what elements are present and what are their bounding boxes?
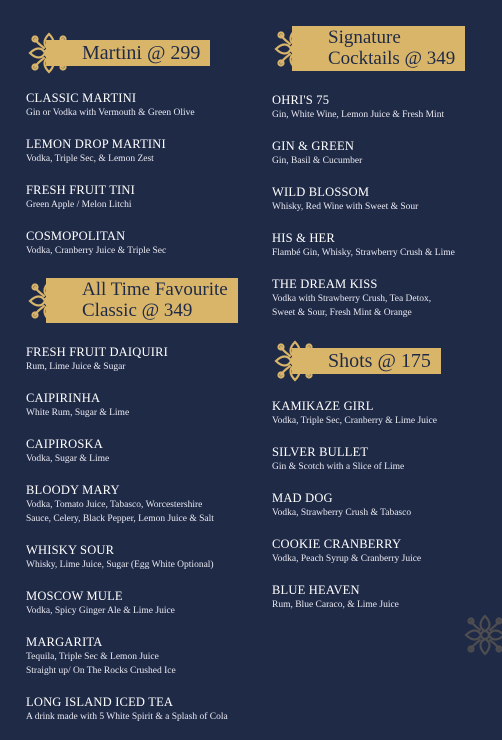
menu-item <box>26 694 258 724</box>
signature-list <box>272 92 502 320</box>
menu-item-name: MOSCOW MULE <box>26 589 123 603</box>
menu-item-name: MARGARITA <box>26 635 103 649</box>
menu-item-name: OHRI'S 75 <box>272 93 330 107</box>
menu-item-description: Sauce, Celery, Black Pepper, Lemon Juice & Salt <box>26 514 214 524</box>
menu-item-description: Vodka, Cranberry Juice & Triple Sec <box>26 246 167 256</box>
shots-list <box>272 398 502 612</box>
menu-item-description: Straight up/ On The Rocks Crushed Ice <box>26 666 176 676</box>
menu-item-name: BLOODY MARY <box>26 483 120 497</box>
menu-item-description: Gin, White Wine, Lemon Juice & Fresh Mint <box>272 110 445 120</box>
menu-item-description: Vodka, Strawberry Crush & Tabasco <box>272 508 412 518</box>
menu-item-name: CAIPIRINHA <box>26 391 101 405</box>
menu-item-name: FRESH FRUIT DAIQUIRI <box>26 345 168 359</box>
menu-item <box>272 276 502 320</box>
mandala-icon <box>272 338 318 384</box>
menu-item-name: WILD BLOSSOM <box>272 185 370 199</box>
menu-item <box>26 482 258 526</box>
martini-section-header <box>26 28 258 80</box>
menu-item-name: BLUE HEAVEN <box>272 583 360 597</box>
right-column <box>272 0 502 628</box>
menu-item <box>272 184 502 214</box>
martini-section-title: Martini @ 299 <box>46 40 210 66</box>
signature-section-header <box>272 22 502 82</box>
menu-item-description: Tequila, Triple Sec & Lemon Juice <box>26 652 159 662</box>
menu-item-name: FRESH FRUIT TINI <box>26 183 136 197</box>
menu-item <box>272 490 502 520</box>
menu-item-description: Vodka, Spicy Ginger Ale & Lime Juice <box>26 606 175 616</box>
menu-item-name: CAIPIROSKA <box>26 437 104 451</box>
menu-item-name: MAD DOG <box>272 491 333 505</box>
menu-item <box>26 390 258 420</box>
menu-item-description: Vodka, Triple Sec, Cranberry & Lime Juice <box>272 416 437 426</box>
menu-item <box>26 436 258 466</box>
menu-item-description: Gin, Basil & Cucumber <box>272 156 363 166</box>
menu-item-description: Gin or Vodka with Vermouth & Green Olive <box>26 108 195 118</box>
menu-item-description: Vodka, Tomato Juice, Tabasco, Worcestershire <box>26 500 203 510</box>
shots-section-title: Shots @ 175 <box>292 348 441 374</box>
menu-item <box>272 536 502 566</box>
mandala-icon <box>272 26 318 72</box>
menu-item-name: HIS & HER <box>272 231 335 245</box>
menu-item <box>26 136 258 166</box>
menu-item-description: Vodka, Triple Sec, & Lemon Zest <box>26 154 154 164</box>
menu-item <box>26 228 258 258</box>
menu-item <box>272 444 502 474</box>
menu-item-description: Rum, Blue Caraco, & Lime Juice <box>272 600 399 610</box>
classic-section-title: All Time Favourite Classic @ 349 <box>46 278 238 323</box>
mandala-icon <box>26 278 72 324</box>
menu-item <box>272 230 502 260</box>
menu-item-name: GIN & GREEN <box>272 139 355 153</box>
menu-item-description: Vodka, Sugar & Lime <box>26 454 110 464</box>
menu-item-name: COSMOPOLITAN <box>26 229 126 243</box>
menu-item-description: Green Apple / Melon Litchi <box>26 200 132 210</box>
menu-item-description: Gin & Scotch with a Slice of Lime <box>272 462 405 472</box>
classic-section-header <box>26 274 258 334</box>
left-column <box>26 0 258 740</box>
menu-item-name: COOKIE CRANBERRY <box>272 537 402 551</box>
menu-item-name: WHISKY SOUR <box>26 543 115 557</box>
menu-item <box>26 344 258 374</box>
menu-item-description: Whisky, Lime Juice, Sugar (Egg White Optional) <box>26 560 214 570</box>
mandala-icon <box>26 30 72 76</box>
menu-item-name: LEMON DROP MARTINI <box>26 137 166 151</box>
shots-section-header <box>272 336 502 388</box>
menu-item-description: Sweet & Sour, Fresh Mint & Orange <box>272 308 412 318</box>
martini-list <box>26 90 258 258</box>
menu-item-description: Whisky, Red Wine with Sweet & Sour <box>272 202 419 212</box>
menu-item-description: Flambé Gin, Whisky, Strawberry Crush & Lime <box>272 248 455 258</box>
signature-section-title: Signature Cocktails @ 349 <box>292 26 465 71</box>
menu-item-name: SILVER BULLET <box>272 445 369 459</box>
menu-item <box>272 92 502 122</box>
menu-item <box>26 182 258 212</box>
menu-item <box>26 634 258 678</box>
menu-item-description: Rum, Lime Juice & Sugar <box>26 362 126 372</box>
menu-item <box>26 588 258 618</box>
menu-item-name: KAMIKAZE GIRL <box>272 399 374 413</box>
menu-item-description: A drink made with 5 White Spirit & a Splash of Cola <box>26 712 228 722</box>
menu-item-description: Vodka with Strawberry Crush, Tea Detox, <box>272 294 432 304</box>
menu-item-description: Vodka, Peach Syrup & Cranberry Juice <box>272 554 422 564</box>
menu-item <box>272 398 502 428</box>
corner-mandala-icon <box>462 612 502 658</box>
menu-item <box>26 90 258 120</box>
classic-list <box>26 344 258 724</box>
menu-item <box>272 582 502 612</box>
menu-item <box>26 542 258 572</box>
menu-item-name: CLASSIC MARTINI <box>26 91 137 105</box>
menu-item <box>272 138 502 168</box>
menu-item-description: White Rum, Sugar & Lime <box>26 408 130 418</box>
menu-item-name: LONG ISLAND ICED TEA <box>26 695 174 709</box>
menu-item-name: THE DREAM KISS <box>272 277 378 291</box>
